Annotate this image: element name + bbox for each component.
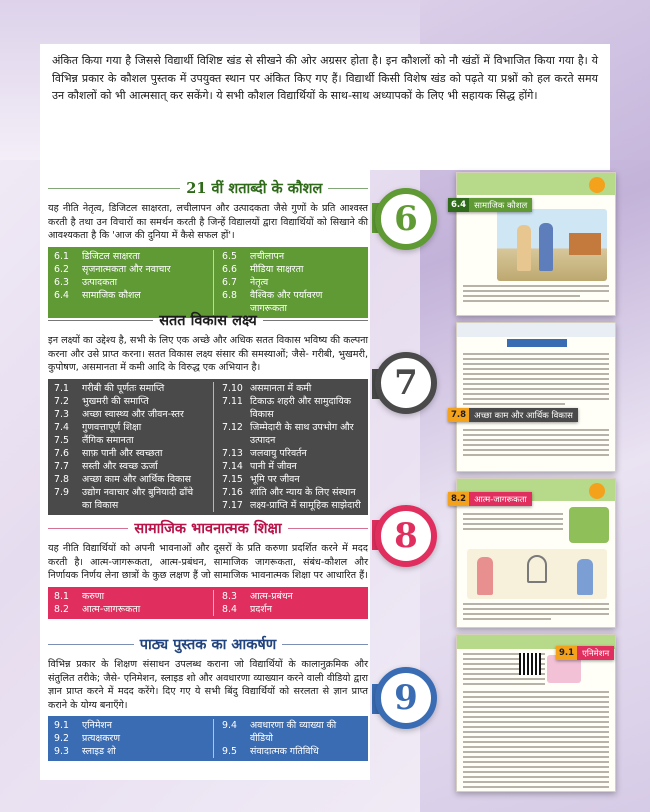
intro-paragraph: अंकित किया गया है जिससे विद्यार्थी विशिष्ट खंड से सीखने की ओर अग्रसर होता है। इन कौशलों को नौ खंडों में विभाजित किया गया है। ये विभिन्न प्रकार के कौशल पुस्तक में उपयुक्त स्थान पर अंकित किए गए हैं। विद्यार्थी किसी विशेष खंड को पढ़ते या प्रश्नों को हल करते समय उन कौशलों को भी आत्मसात् कर सकेंगे। ये सभी कौशल विद्यार्थियों के साथ-साथ अध्यापकों के लिए भी सहायक सिद्ध होंगे। <box>40 44 610 170</box>
item-number: 7.4 <box>54 421 69 433</box>
list-item <box>54 382 203 395</box>
list-item <box>222 719 362 745</box>
item-text: टिकाऊ शहरी और सामुदायिक विकास <box>250 395 351 420</box>
item-number: 9.5 <box>222 746 237 757</box>
item-text: गरीबी की पूर्णतः समाप्ति <box>82 382 165 394</box>
list-column-right <box>213 382 362 512</box>
item-number: 6.5 <box>222 250 237 262</box>
item-number: 6.2 <box>54 263 69 275</box>
list-item <box>222 486 362 499</box>
item-number: 8.2 <box>54 603 69 615</box>
list-item <box>54 486 203 512</box>
item-number: 7.3 <box>54 408 69 420</box>
list-item <box>54 276 203 289</box>
item-text: भूमि पर जीवन <box>250 473 300 485</box>
item-number: 6.3 <box>54 276 69 288</box>
item-text: उत्पादकता <box>82 276 118 288</box>
item-number: 6.1 <box>54 250 69 262</box>
item-number: 7.14 <box>222 460 243 472</box>
list-item <box>222 590 362 603</box>
list-item <box>222 460 362 473</box>
list-item <box>54 603 203 616</box>
thumbnail-badge-7: 7.8 अच्छा काम और आर्थिक विकास <box>448 408 578 422</box>
list-item <box>222 382 362 395</box>
item-text: आत्म-जागरूकता <box>82 603 141 615</box>
list-item <box>54 395 203 408</box>
item-number: 7.7 <box>54 460 69 472</box>
item-number: 7.17 <box>222 499 243 511</box>
item-text: अच्छा स्वास्थ्य और जीवन-स्तर <box>82 408 184 420</box>
list-item <box>222 421 362 447</box>
item-text: अच्छा काम और आर्थिक विकास <box>82 473 191 485</box>
item-number: 7.15 <box>222 473 243 485</box>
item-number: 6.6 <box>222 263 237 275</box>
item-text: स्लाइड शो <box>82 746 116 757</box>
item-number: 7.10 <box>222 382 243 394</box>
list-item <box>54 447 203 460</box>
item-number: 6.4 <box>54 289 69 301</box>
section-description: यह नीति नेतृत्व, डिजिटल साक्षरता, लचीलापन और उत्पादकता जैसे गुणों के प्रति आश्वस्त करती है तथा उन विचारों का समर्थन करती है जिन्हें विद्यालयों द्वारा विद्यार्थियों को सिखाने की आवश्यकता है कि 'आज की दुनिया में कैसे सफल हों'। <box>48 203 368 241</box>
item-number: 9.1 <box>54 720 69 731</box>
item-text: उद्योग नवाचार और बुनियादी ढाँचे का विकास <box>82 486 194 511</box>
item-text: भुखमरी की समाप्ति <box>82 395 149 407</box>
section-title: सतत विकास लक्ष्य <box>48 310 368 330</box>
list-column-left <box>54 590 203 616</box>
item-number: 7.12 <box>222 421 243 433</box>
list-item <box>54 719 203 732</box>
section-title: सामाजिक भावनात्मक शिक्षा <box>48 518 368 538</box>
section-social-emotional-learning <box>48 518 368 619</box>
item-text: प्रत्यक्षकरण <box>82 733 121 744</box>
list-column-right <box>213 719 362 758</box>
item-text: सामाजिक कौशल <box>82 289 141 301</box>
item-text: सृजनात्मकता और नवाचार <box>82 263 171 275</box>
list-item <box>54 460 203 473</box>
item-number: 7.1 <box>54 382 69 394</box>
list-item <box>54 745 203 758</box>
list-item <box>54 289 203 302</box>
item-text: शांति और न्याय के लिए संस्थान <box>250 486 356 498</box>
thumbnail-badge-9: 9.1 एनिमेशन <box>556 646 614 660</box>
item-number: 8.4 <box>222 603 237 615</box>
section-title: 21 वीं शताब्दी के कौशल <box>48 178 368 198</box>
item-text: प्रदर्शन <box>250 603 272 615</box>
list-column-left <box>54 719 203 758</box>
section-description: यह नीति विद्यार्थियों को अपनी भावनाओं और दूसरों के प्रति करुणा प्रदर्शित करने में मदद करती है। आत्म-जागरूकता, आत्म-प्रबंधन, सामाजिक जागरूकता, संबंध-कौशल और निर्णायक निर्णय लेना छात्रों के कुछ लक्षण हैं जो सामाजिक भावनात्मक शिक्षा पर आधारित हैं। <box>48 543 368 581</box>
thumbnail-badge-8: 8.2 आत्म-जागरूकता <box>448 492 532 506</box>
item-text: एनिमेशन <box>82 720 113 731</box>
list-item <box>222 745 362 758</box>
item-number: 9.2 <box>54 733 69 744</box>
item-text: लैंगिक समानता <box>82 434 134 446</box>
section-description: इन लक्ष्यों का उद्देश्य है, सभी के लिए एक अच्छे और अधिक सतत विकास भविष्य की कल्पना करना और उसे प्राप्त करना। सतत विकास लक्ष्य संसार की समस्याओं; जैसे- गरीबी, भुखमरी, कुपोषण, असमानता में कमी आदि के विरुद्ध एक अभियान है। <box>48 335 368 373</box>
section-textbook-attraction <box>48 634 368 761</box>
item-text: असमानता में कमी <box>250 382 312 394</box>
list-item <box>54 408 203 421</box>
list-item <box>222 395 362 421</box>
item-text: लचीलापन <box>250 250 285 262</box>
list-item <box>54 732 203 745</box>
section-number-9: 9 <box>375 667 437 729</box>
skills-list <box>48 247 368 318</box>
item-text: नेतृत्व <box>250 276 269 288</box>
item-text: गुणवत्तापूर्ण शिक्षा <box>82 421 142 433</box>
item-text: आत्म-प्रबंधन <box>250 590 293 602</box>
item-text: मीडिया साक्षरता <box>250 263 304 275</box>
thumbnail-badge-6: 6.4 सामाजिक कौशल <box>448 198 532 212</box>
item-number: 8.3 <box>222 590 237 602</box>
list-column-right <box>213 250 362 315</box>
item-number: 7.9 <box>54 486 69 498</box>
goals-list <box>48 379 368 515</box>
section-number-7: 7 <box>375 352 437 414</box>
item-number: 7.6 <box>54 447 69 459</box>
item-text: जिम्मेदारी के साथ उपभोग और उत्पादन <box>250 421 354 446</box>
item-text: जलवायु परिवर्तन <box>250 447 307 459</box>
section-sustainable-development-goals <box>48 310 368 515</box>
item-text: वैश्विक और पर्यावरण जागरूकता <box>250 289 323 314</box>
item-number: 7.13 <box>222 447 243 459</box>
list-column-left <box>54 250 203 315</box>
page-thumbnail-6 <box>456 172 616 316</box>
item-text: साफ़ पानी और स्वच्छता <box>82 447 163 459</box>
item-number: 9.3 <box>54 746 69 757</box>
item-number: 8.1 <box>54 590 69 602</box>
list-item <box>54 473 203 486</box>
list-item <box>54 263 203 276</box>
list-item <box>222 263 362 276</box>
item-text: संवादात्मक गतिविधि <box>250 746 319 757</box>
section-description: विभिन्न प्रकार के शिक्षण संसाधन उपलब्ध कराना जो विद्यार्थियों के कालानुक्रमिक और संतुलित तरीके; जैसे- एनिमेशन, स्लाइड शो और अवधारणा व्याख्यान करने वाली वीडियो द्वारा ज्ञान प्राप्त करने में मदद करेंगे। दिए गए ये सभी बिंदु विद्यार्थियों को सरलता से ज्ञान प्राप्त कराने के योग्य बनाएँगे। <box>48 659 368 711</box>
resources-list <box>48 716 368 761</box>
item-text: अवधारणा की व्याख्या की वीडियो <box>250 720 337 744</box>
item-text: लक्ष्य-प्राप्ति में सामूहिक साझेदारी <box>250 499 361 511</box>
section-number-6: 6 <box>375 188 437 250</box>
list-item <box>54 250 203 263</box>
item-number: 7.5 <box>54 434 69 446</box>
item-text: करुणा <box>82 590 105 602</box>
item-number: 6.8 <box>222 289 237 301</box>
section-title: पाठ्य पुस्तक का आकर्षण <box>48 634 368 654</box>
list-column-right <box>213 590 362 616</box>
list-item <box>222 276 362 289</box>
item-text: डिजिटल साक्षरता <box>82 250 140 262</box>
item-number: 7.2 <box>54 395 69 407</box>
page-thumbnail-7 <box>456 322 616 472</box>
list-item <box>54 434 203 447</box>
list-item <box>222 603 362 616</box>
item-number: 7.16 <box>222 486 243 498</box>
section-number-8: 8 <box>375 505 437 567</box>
item-text: पानी में जीवन <box>250 460 297 472</box>
list-item <box>222 499 362 512</box>
list-column-left <box>54 382 203 512</box>
item-number: 7.11 <box>222 395 243 407</box>
sel-list <box>48 587 368 619</box>
list-item <box>222 250 362 263</box>
list-item <box>54 590 203 603</box>
list-item <box>222 447 362 460</box>
item-text: सस्ती और स्वच्छ ऊर्जा <box>82 460 158 472</box>
item-number: 7.8 <box>54 473 69 485</box>
list-item <box>54 421 203 434</box>
item-number: 9.4 <box>222 720 237 731</box>
section-21st-century-skills <box>48 178 368 318</box>
list-item <box>222 473 362 486</box>
item-number: 6.7 <box>222 276 237 288</box>
